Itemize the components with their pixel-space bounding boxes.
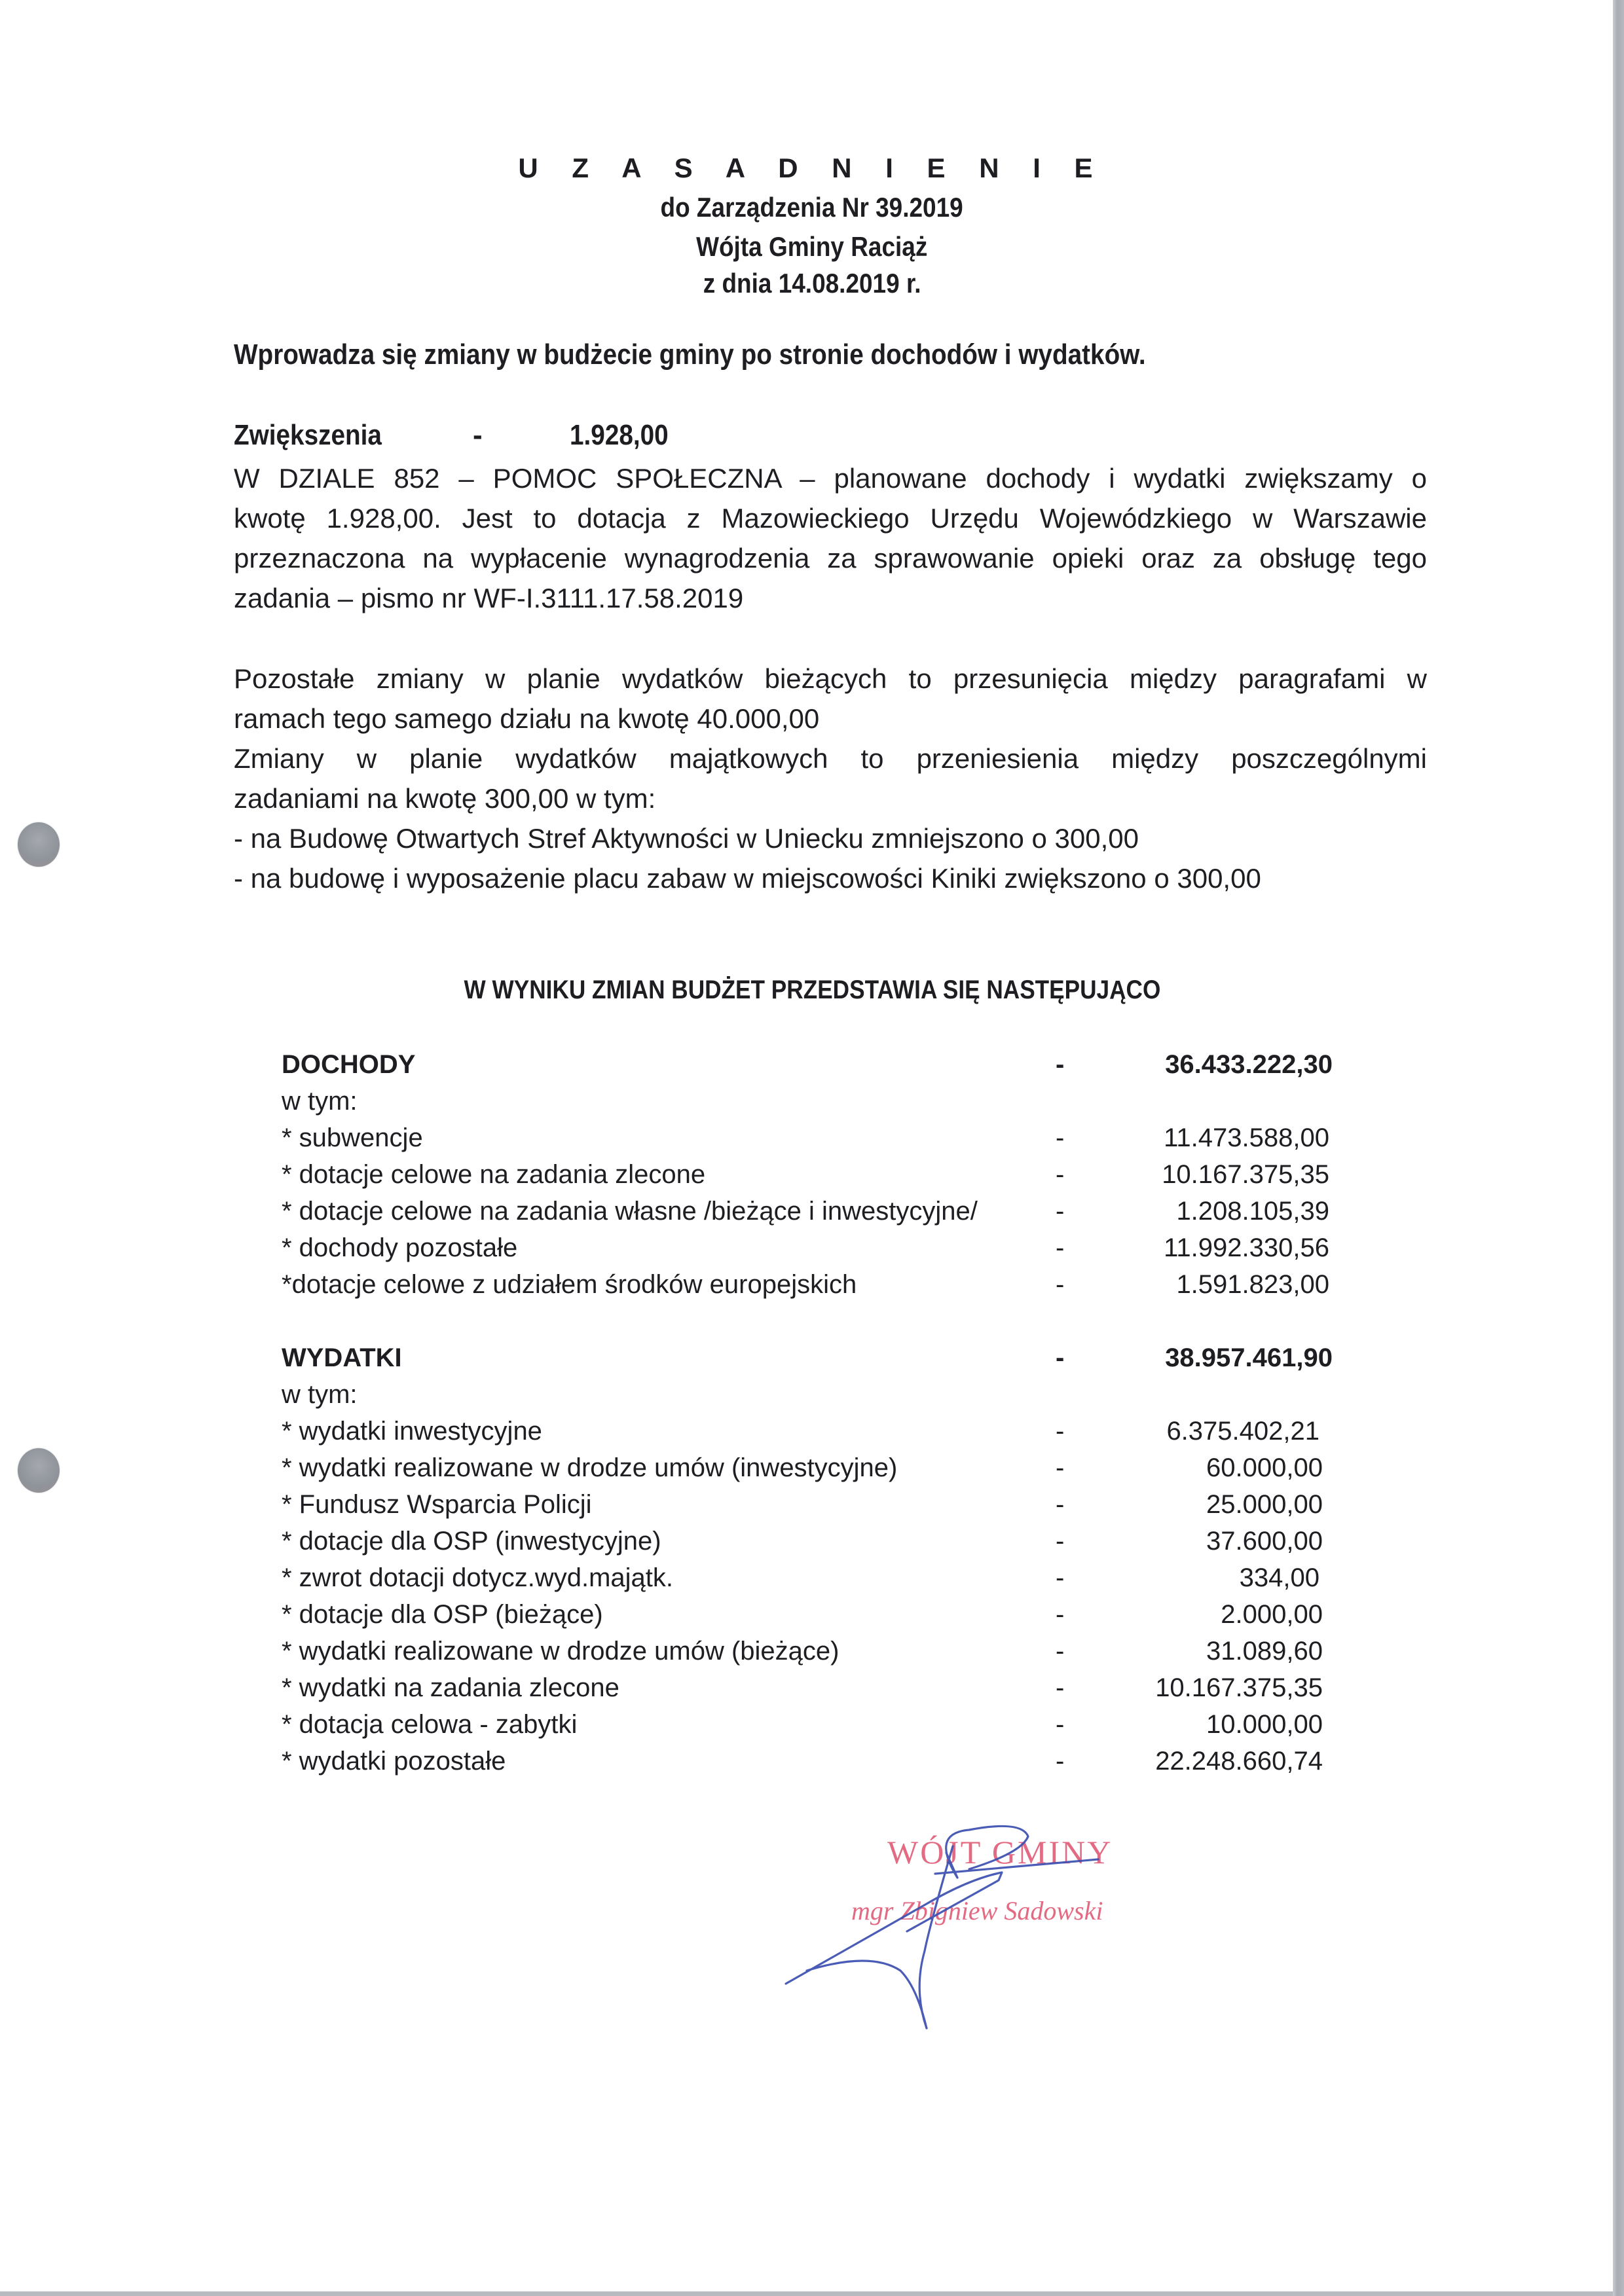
official-stamp-name: mgr Zbigniew Sadowski: [851, 1896, 1103, 1925]
increase-amount-text: 1.928,00: [570, 419, 669, 451]
row-label: * wydatki realizowane w drodze umów (inwestycyjne): [282, 1453, 898, 1482]
row-value: 334,00: [1239, 1563, 1320, 1592]
official-stamp-title: WÓJT GMINY: [887, 1834, 1113, 1870]
row-value: 11.992.330,56: [1164, 1233, 1329, 1262]
dochody-total-row: [282, 1046, 1336, 1083]
row-value: 37.600,00: [1206, 1527, 1323, 1556]
paragraph-other-changes: [234, 659, 1427, 898]
row-value: 25.000,00: [1206, 1490, 1323, 1519]
row-dash: -: [1056, 1490, 1065, 1519]
row-label: *dotacje celowe z udziałem środków europejskich: [282, 1270, 857, 1299]
wydatki-total: 38.957.461,90: [1165, 1343, 1333, 1372]
paragraph-dzial-852: [234, 458, 1427, 618]
paragraph-line: przeznaczona na wypłacenie wynagrodzenia za sprawowanie opieki oraz za obsługę tego: [234, 543, 1427, 574]
row-dash: -: [1056, 1600, 1065, 1629]
w-tym-label: w tym:: [282, 1380, 358, 1409]
ordinance-number-text: do Zarządzenia Nr 39.2019: [660, 192, 964, 223]
paragraph-line: Pozostałe zmiany w planie wydatków bieżących to przesunięcia między paragrafami w: [234, 663, 1427, 694]
dochody-total: 36.433.222,30: [1165, 1050, 1333, 1079]
increase-dash: -: [473, 419, 483, 451]
punch-hole-top: [18, 822, 60, 867]
row-value: 10.167.375,35: [1162, 1160, 1329, 1189]
wydatki-total-row: [282, 1339, 1336, 1376]
table-row: [282, 1596, 1336, 1633]
summary-title: [0, 974, 1624, 1006]
row-value: 6.375.402,21: [1166, 1417, 1320, 1446]
list-item-increase: - na budowę i wyposażenie placu zabaw w miejscowości Kiniki zwiększono o 300,00: [234, 863, 1261, 894]
paragraph-line: W DZIALE 852 – POMOC SPOŁECZNA – planowane dochody i wydatki zwiększamy o: [234, 463, 1427, 494]
row-dash: -: [1056, 1270, 1065, 1299]
row-dash: -: [1056, 1417, 1065, 1446]
row-label: * dochody pozostałe: [282, 1233, 518, 1262]
document-date: [0, 267, 1624, 300]
row-dash: -: [1056, 1197, 1065, 1226]
row-dash: -: [1056, 1050, 1065, 1079]
list-item-decrease: - na Budowę Otwartych Stref Aktywności w Uniecku zmniejszono o 300,00: [234, 823, 1139, 854]
table-row: [282, 1486, 1336, 1523]
row-dash: -: [1056, 1160, 1065, 1189]
paragraph-line: kwotę 1.928,00. Jest to dotacja z Mazowieckiego Urzędu Wojewódzkiego w Warszawie: [234, 503, 1427, 534]
row-label: * wydatki na zadania zlecone: [282, 1673, 619, 1702]
table-row: [282, 1743, 1336, 1779]
table-row: [282, 1523, 1336, 1559]
table-row: [282, 1449, 1336, 1486]
row-label: * dotacje celowe na zadania zlecone: [282, 1160, 706, 1189]
row-value: 11.473.588,00: [1164, 1123, 1329, 1152]
dochody-w-tym: [282, 1083, 1336, 1120]
row-dash: -: [1056, 1673, 1065, 1702]
row-dash: -: [1056, 1527, 1065, 1556]
row-value: 22.248.660,74: [1155, 1747, 1323, 1776]
row-dash: -: [1056, 1453, 1065, 1482]
increase-amount: [570, 419, 682, 452]
row-label: * dotacja celowa - zabytki: [282, 1710, 578, 1739]
table-row: [282, 1669, 1336, 1706]
punch-hole-bottom: [18, 1448, 60, 1493]
scan-edge-right: [1613, 0, 1624, 2296]
row-label: * wydatki inwestycyjne: [282, 1417, 542, 1446]
row-dash: -: [1056, 1123, 1065, 1152]
row-value: 10.167.375,35: [1155, 1673, 1323, 1702]
row-label: * dotacje dla OSP (bieżące): [282, 1600, 603, 1629]
row-label: * Fundusz Wsparcia Policji: [282, 1490, 592, 1519]
table-row: [282, 1633, 1336, 1669]
table-row: [282, 1230, 1336, 1266]
summary-title-text: W WYNIKU ZMIAN BUDŻET PRZEDSTAWIA SIĘ NASTĘPUJĄCO: [464, 975, 1160, 1004]
increase-label: [234, 419, 402, 452]
w-tym-label: w tym:: [282, 1087, 358, 1116]
row-value: 1.591.823,00: [1176, 1270, 1329, 1299]
paragraph-line: ramach tego samego działu na kwotę 40.000,00: [234, 703, 820, 734]
table-row: [282, 1156, 1336, 1193]
document-title: U Z A S A D N I E N I E: [518, 153, 1106, 183]
row-label: * dotacje celowe na zadania własne /bieżące i inwestycyjne/: [282, 1197, 978, 1226]
table-row: [282, 1120, 1336, 1156]
row-value: 10.000,00: [1206, 1710, 1323, 1739]
row-dash: -: [1056, 1747, 1065, 1776]
row-dash: -: [1056, 1343, 1065, 1372]
paragraph-line: zadania – pismo nr WF-I.3111.17.58.2019: [234, 583, 744, 613]
row-label: * wydatki realizowane w drodze umów (bieżące): [282, 1637, 840, 1666]
issuer-text: Wójta Gminy Raciąż: [696, 231, 928, 262]
row-label: * wydatki pozostałe: [282, 1747, 506, 1776]
row-value: 31.089,60: [1206, 1637, 1323, 1666]
handwritten-signature-icon: [773, 1807, 1205, 2043]
ordinance-number: [0, 191, 1624, 224]
table-row: [282, 1413, 1336, 1449]
row-dash: -: [1056, 1637, 1065, 1666]
increase-label-text: Zwiększenia: [234, 419, 382, 451]
row-dash: -: [1056, 1233, 1065, 1262]
table-row: [282, 1706, 1336, 1743]
table-row: [282, 1193, 1336, 1230]
wydatki-label: WYDATKI: [282, 1343, 402, 1372]
row-label: * dotacje dla OSP (inwestycyjne): [282, 1527, 661, 1556]
row-dash: -: [1056, 1563, 1065, 1592]
row-dash: -: [1056, 1710, 1065, 1739]
scan-edge-bottom: [0, 2291, 1613, 2296]
row-value: 2.000,00: [1221, 1600, 1323, 1629]
row-value: 1.208.105,39: [1176, 1197, 1329, 1226]
document-date-text: z dnia 14.08.2019 r.: [703, 268, 921, 299]
row-label: * subwencje: [282, 1123, 423, 1152]
paragraph-line: zadaniami na kwotę 300,00 w tym:: [234, 783, 656, 814]
dochody-label: DOCHODY: [282, 1050, 416, 1079]
intro-heading-text: Wprowadza się zmiany w budżecie gminy po stronie dochodów i wydatków.: [234, 338, 1146, 371]
table-row: [282, 1266, 1336, 1303]
wydatki-w-tym: [282, 1376, 1336, 1413]
table-row: [282, 1559, 1336, 1596]
row-label: * zwrot dotacji dotycz.wyd.majątk.: [282, 1563, 673, 1592]
issuer: [0, 230, 1624, 263]
intro-heading: [234, 338, 1270, 371]
paragraph-line: Zmiany w planie wydatków majątkowych to przeniesienia między poszczególnymi: [234, 743, 1427, 774]
row-value: 60.000,00: [1206, 1453, 1323, 1482]
